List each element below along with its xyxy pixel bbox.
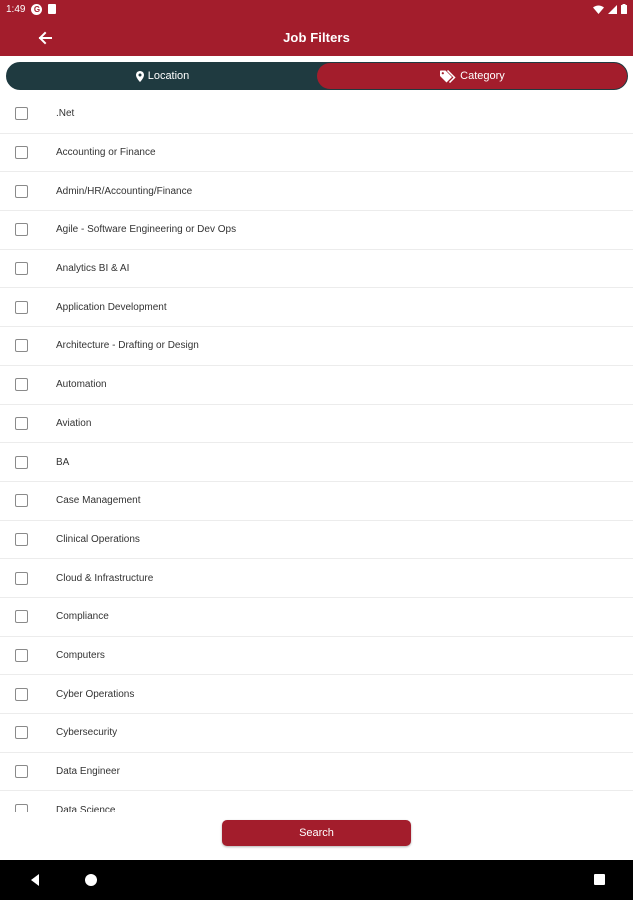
checkbox[interactable] bbox=[15, 146, 28, 159]
map-pin-icon bbox=[136, 71, 144, 82]
list-item[interactable] bbox=[0, 791, 633, 812]
category-label: Cybersecurity bbox=[56, 727, 118, 739]
status-left bbox=[6, 4, 56, 15]
checkbox[interactable] bbox=[15, 726, 28, 739]
filter-tabs bbox=[6, 62, 628, 90]
list-item[interactable] bbox=[0, 327, 633, 366]
list-item[interactable] bbox=[0, 598, 633, 637]
category-label: Agile - Software Engineering or Dev Ops bbox=[56, 224, 237, 236]
category-label: Automation bbox=[56, 379, 107, 391]
list-item[interactable] bbox=[0, 675, 633, 714]
list-item[interactable] bbox=[0, 482, 633, 521]
category-label: Clinical Operations bbox=[56, 533, 140, 545]
list-item[interactable] bbox=[0, 521, 633, 560]
signal-icon bbox=[608, 5, 617, 14]
category-label: Computers bbox=[56, 649, 105, 661]
category-label: Accounting or Finance bbox=[56, 147, 156, 159]
list-item[interactable] bbox=[0, 211, 633, 250]
checkbox[interactable] bbox=[15, 185, 28, 198]
checkbox[interactable] bbox=[15, 533, 28, 546]
category-label: Architecture - Drafting or Design bbox=[56, 340, 199, 352]
checkbox[interactable] bbox=[15, 610, 28, 623]
g-icon: G bbox=[31, 4, 42, 15]
checkbox[interactable] bbox=[15, 572, 28, 585]
checkbox[interactable] bbox=[15, 804, 28, 812]
wifi-icon bbox=[593, 5, 604, 14]
list-item[interactable] bbox=[0, 753, 633, 792]
list-item[interactable] bbox=[0, 250, 633, 289]
category-list bbox=[0, 95, 633, 812]
category-label: Analytics BI & AI bbox=[56, 263, 130, 275]
list-item[interactable] bbox=[0, 405, 633, 444]
tab-category-label: Category bbox=[460, 70, 505, 82]
category-label: Cloud & Infrastructure bbox=[56, 572, 154, 584]
category-label: Data Science bbox=[56, 804, 116, 812]
status-bar bbox=[0, 0, 633, 18]
search-area bbox=[0, 812, 633, 860]
checkbox[interactable] bbox=[15, 688, 28, 701]
app-bar bbox=[0, 18, 633, 56]
category-label: Aviation bbox=[56, 417, 92, 429]
category-label: Application Development bbox=[56, 301, 167, 313]
category-label: Cyber Operations bbox=[56, 688, 135, 700]
category-label: .Net bbox=[56, 108, 75, 120]
checkbox[interactable] bbox=[15, 262, 28, 275]
category-label: BA bbox=[56, 456, 70, 468]
tags-icon bbox=[440, 70, 456, 83]
arrow-left-icon bbox=[38, 31, 52, 45]
checkbox[interactable] bbox=[15, 765, 28, 778]
list-item[interactable] bbox=[0, 366, 633, 405]
status-right bbox=[593, 4, 627, 14]
category-label: Admin/HR/Accounting/Finance bbox=[56, 185, 193, 197]
tab-category[interactable] bbox=[317, 63, 628, 89]
page-title: Job Filters bbox=[283, 29, 350, 45]
checkbox[interactable] bbox=[15, 223, 28, 236]
battery-icon bbox=[621, 4, 627, 14]
recents-square-icon[interactable] bbox=[594, 874, 605, 885]
checkbox[interactable] bbox=[15, 494, 28, 507]
back-triangle-icon[interactable] bbox=[28, 873, 42, 887]
home-circle-icon[interactable] bbox=[85, 874, 97, 886]
category-label: Case Management bbox=[56, 495, 141, 507]
list-item[interactable] bbox=[0, 559, 633, 598]
list-item[interactable] bbox=[0, 714, 633, 753]
checkbox[interactable] bbox=[15, 301, 28, 314]
checkbox[interactable] bbox=[15, 339, 28, 352]
list-item[interactable] bbox=[0, 443, 633, 482]
category-label: Compliance bbox=[56, 611, 109, 623]
list-item[interactable] bbox=[0, 134, 633, 173]
back-button[interactable] bbox=[34, 27, 56, 49]
list-item[interactable] bbox=[0, 288, 633, 327]
status-time: 1:49 bbox=[6, 3, 26, 15]
checkbox[interactable] bbox=[15, 456, 28, 469]
checkbox[interactable] bbox=[15, 417, 28, 430]
list-item[interactable] bbox=[0, 637, 633, 676]
category-label: Data Engineer bbox=[56, 766, 120, 778]
doc-icon bbox=[48, 4, 56, 14]
checkbox[interactable] bbox=[15, 378, 28, 391]
tab-location[interactable] bbox=[7, 63, 318, 89]
list-item[interactable] bbox=[0, 95, 633, 134]
checkbox[interactable] bbox=[15, 649, 28, 662]
system-nav-bar bbox=[0, 860, 633, 900]
checkbox[interactable] bbox=[15, 107, 28, 120]
tab-location-label: Location bbox=[147, 70, 190, 82]
list-item[interactable] bbox=[0, 172, 633, 211]
search-button[interactable]: Search bbox=[222, 820, 411, 846]
